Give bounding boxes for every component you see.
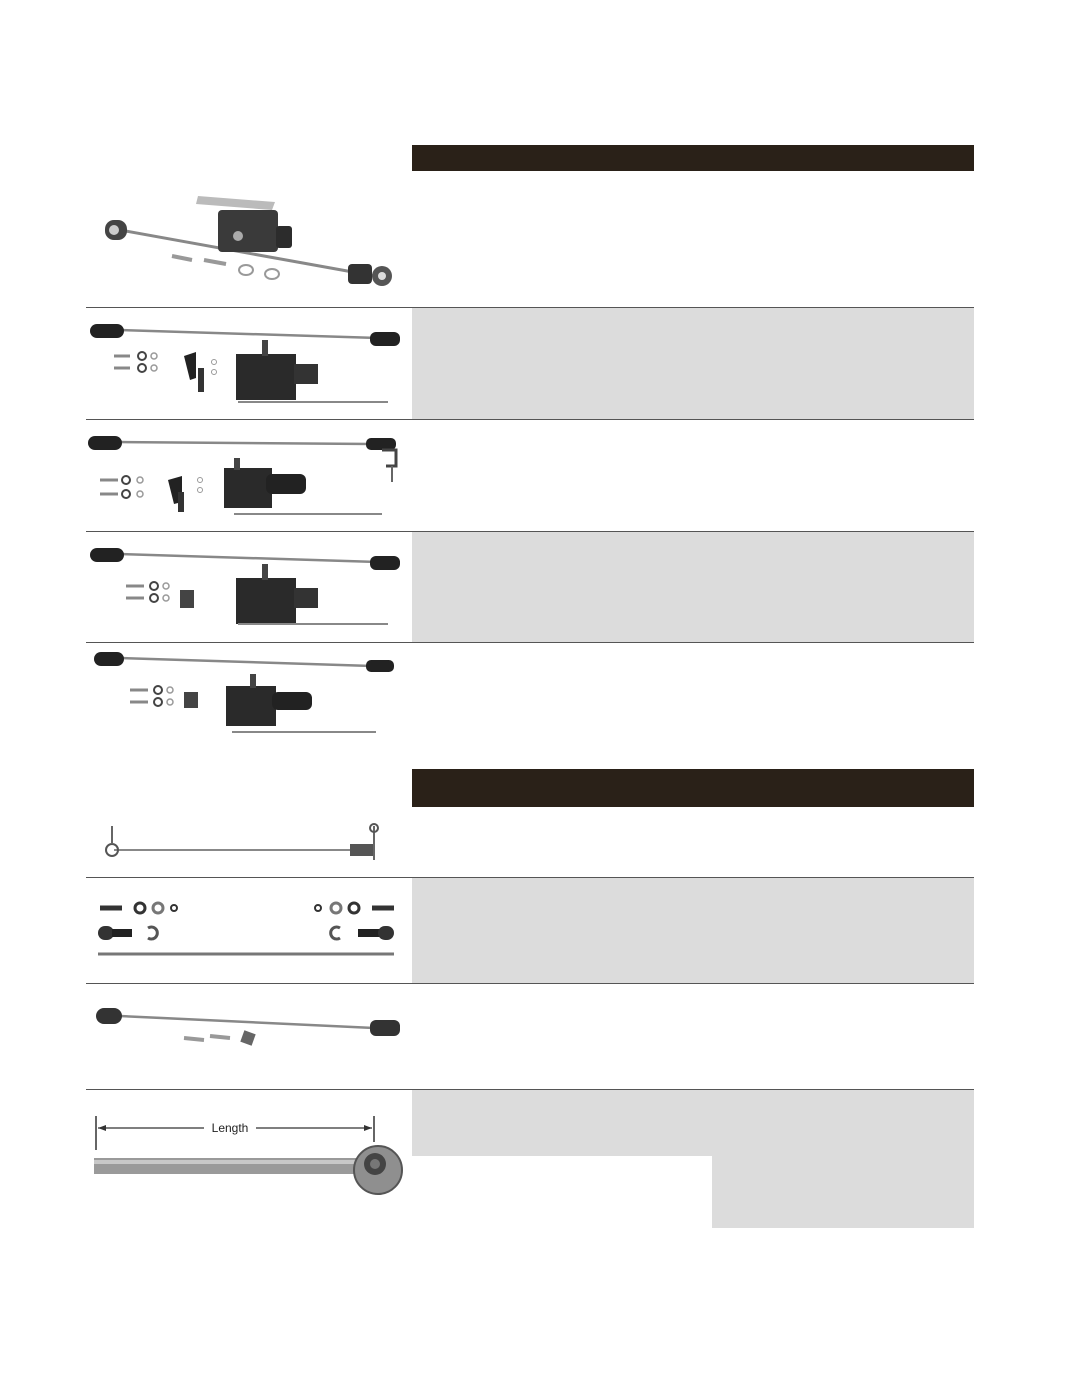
row-9-shade-upper bbox=[412, 1090, 974, 1156]
leveling-valve-kit-compact-icon bbox=[92, 650, 402, 740]
row-4-shade bbox=[412, 532, 974, 642]
linkage-rod-with-hardware-icon bbox=[94, 1004, 404, 1054]
section-1-header-bar bbox=[412, 145, 974, 171]
row-2-shade bbox=[412, 308, 974, 419]
row-divider bbox=[86, 983, 974, 984]
linkage-rod-kit-components-icon bbox=[96, 896, 402, 962]
row-9-shade-lower bbox=[712, 1156, 974, 1228]
leveling-valve-kit-with-linkage-icon bbox=[100, 188, 400, 298]
leveling-valve-kit-with-plate-icon bbox=[88, 544, 403, 634]
length-dimension-label: Length bbox=[211, 1121, 249, 1135]
leveling-valve-kit-icon bbox=[88, 322, 403, 412]
row-divider bbox=[86, 642, 974, 643]
section-2-header-bar bbox=[412, 769, 974, 807]
leveling-valve-kit-with-clamp-icon bbox=[86, 432, 404, 522]
row-7-shade bbox=[412, 878, 974, 983]
row-divider bbox=[86, 419, 974, 420]
rod-end-length-diagram-icon bbox=[92, 1112, 404, 1202]
linkage-rod-assembly-icon bbox=[98, 820, 390, 870]
